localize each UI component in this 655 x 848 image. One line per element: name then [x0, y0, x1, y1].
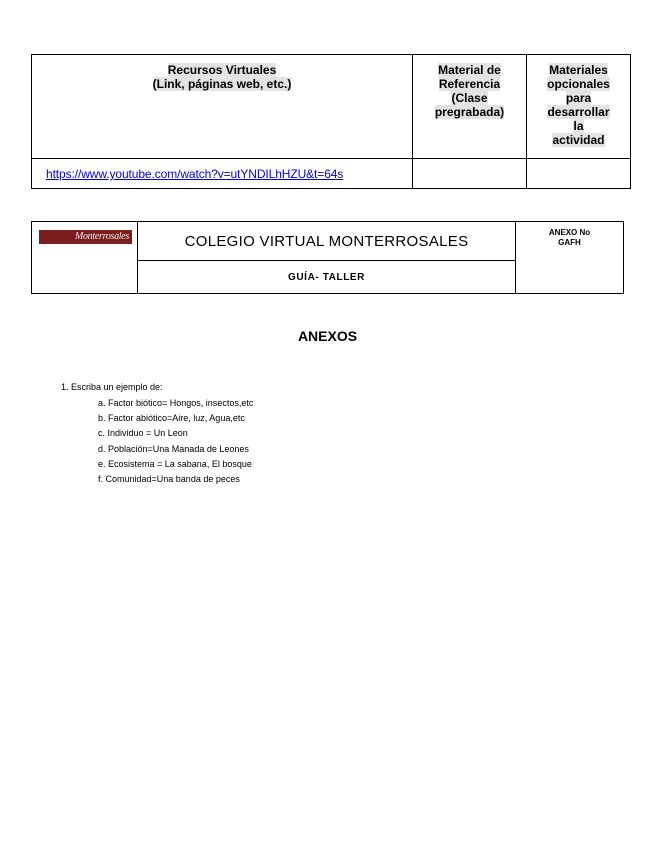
resources-table-header-row: [32, 55, 631, 159]
annex-label-line: GAFH: [558, 238, 581, 247]
resources-table: [31, 54, 631, 189]
optional-materials-header-line: Materiales: [549, 63, 608, 77]
question-text: 1. Escriba un ejemplo de:: [61, 382, 163, 392]
list-item: a. Factor biótico= Hongos, insectos,etc: [98, 398, 254, 408]
list-item: f. Comunidad=Una banda de peces: [98, 474, 240, 485]
resource-link-cell: [32, 159, 413, 189]
school-logo: Monterrosales: [39, 230, 132, 244]
school-name: COLEGIO VIRTUAL MONTERROSALES: [138, 222, 516, 261]
optional-materials-header-line: desarrollar: [547, 105, 610, 119]
reference-material-header-line: Material de: [438, 63, 501, 77]
list-item: b. Factor abiótico=Aire, luz, Agua,etc: [98, 413, 245, 424]
annexes-title: ANEXOS: [297, 328, 358, 344]
school-header-table: [31, 221, 624, 294]
reference-material-header-line: (Clase: [451, 91, 488, 105]
virtual-resources-header-line: Recursos Virtuales: [167, 63, 277, 77]
list-item: d. Población=Una Manada de Leones: [98, 443, 249, 454]
annex-label-line: ANEXO No: [548, 228, 591, 237]
reference-material-header: [413, 55, 527, 159]
reference-material-header-line: pregrabada): [434, 105, 505, 119]
virtual-resources-header-line: (Link, páginas web, etc.): [152, 77, 292, 91]
guide-title: GUÍA- TALLER: [138, 261, 516, 294]
list-item: c. Individuo = Un Leon: [98, 428, 188, 439]
annex-number-cell: [516, 222, 624, 294]
list-item: e. Ecosistema = La sabana, El bosque: [98, 458, 252, 469]
optional-materials-cell: [527, 159, 631, 189]
answer-list: [98, 396, 253, 487]
reference-material-cell: [413, 159, 527, 189]
youtube-link[interactable]: https://www.youtube.com/watch?v=utYNDILhHZU&t=64s: [46, 167, 344, 181]
optional-materials-header-line: actividad: [552, 133, 605, 147]
optional-materials-header-line: la: [573, 119, 584, 133]
logo-cell: [32, 222, 138, 294]
optional-materials-header-line: para: [565, 91, 592, 105]
reference-material-header-line: Referencia: [438, 77, 501, 91]
optional-materials-header-line: opcionales: [547, 77, 610, 91]
virtual-resources-header: [32, 55, 413, 159]
table-row: [32, 159, 631, 189]
optional-materials-header: [527, 55, 631, 159]
